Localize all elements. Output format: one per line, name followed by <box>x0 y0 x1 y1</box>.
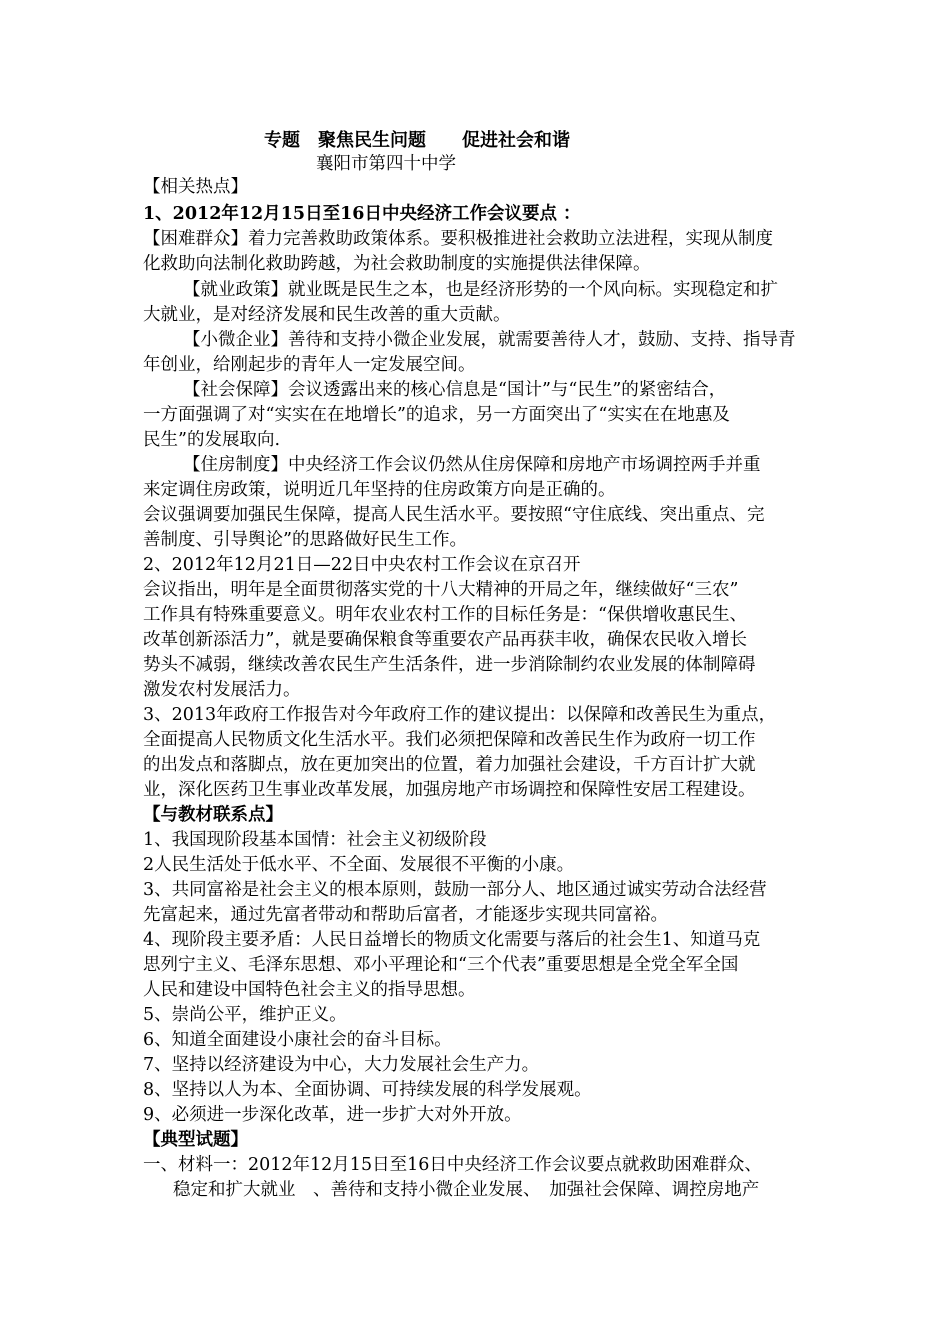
text-line: 【社会保障】会议透露出来的核心信息是“国计”与“民生”的紧密结合， <box>183 380 727 400</box>
text-line: 【小微企业】善待和支持小微企业发展，就需要善待人才，鼓励、支持、指导青 <box>183 330 796 350</box>
school-name: 襄阳市第四十中学 <box>316 154 456 174</box>
document-title: 专题 聚焦民生问题 促进社会和谐 <box>264 130 570 151</box>
text-line: 稳定和扩大就业 、善待和支持小微企业发展、 加强社会保障、调控房地产 <box>173 1180 760 1200</box>
list-item: 3、共同富裕是社会主义的根本原则，鼓励一部分人、地区通过诚实劳动合法经营 <box>143 880 767 900</box>
list-item: 8、坚持以人为本、全面协调、可持续发展的科学发展观。 <box>143 1080 592 1100</box>
section-heading-hotspots: 【相关热点】 <box>143 177 248 197</box>
section-heading-exercises: 【典型试题】 <box>143 1130 248 1150</box>
list-item: 9、必须进一步深化改革，进一步扩大对外开放。 <box>143 1105 522 1125</box>
text-line: 工作具有特殊重要意义。明年农业农村工作的目标任务是：“保供增收惠民生、 <box>143 605 747 625</box>
text-line: 激发农村发展活力。 <box>143 680 301 700</box>
text-line: 先富起来，通过先富者带动和帮助后富者，才能逐步实现共同富裕。 <box>143 905 668 925</box>
text-line: 思列宁主义、毛泽东思想、邓小平理论和“三个代表”重要思想是全党全军全国 <box>143 955 739 975</box>
text-line: 善制度、引导舆论”的思路做好民生工作。 <box>143 530 467 550</box>
text-line: 【困难群众】着力完善救助政策体系。要积极推进社会救助立法进程，实现从制度 <box>143 229 773 249</box>
text-line: 全面提高人民物质文化生活水平。我们必须把保障和改善民生作为政府一切工作 <box>143 730 756 750</box>
section-heading-textbook: 【与教材联系点】 <box>143 805 283 825</box>
text-line: 业，深化医药卫生事业改革发展，加强房地产市场调控和保障性安居工程建设。 <box>143 780 756 800</box>
text-line: 化救助向法制化救助跨越，为社会救助制度的实施提供法律保障。 <box>143 254 651 274</box>
text-line: 来定调住房政策，说明近几年坚持的住房政策方向是正确的。 <box>143 480 616 500</box>
text-line: 会议指出，明年是全面贯彻落实党的十八大精神的开局之年，继续做好“三农” <box>143 580 739 600</box>
text-line: 势头不减弱，继续改善农民生产生活条件，进一步消除制约农业发展的体制障碍 <box>143 655 756 675</box>
text-line: 民生”的发展取向. <box>143 430 281 450</box>
text-line: 年创业，给刚起步的青年人一定发展空间。 <box>143 355 476 375</box>
text-line: 一、材料一：2012年12月15日至16日中央经济工作会议要点就救助困难群众、 <box>143 1155 762 1175</box>
text-line: 【住房制度】中央经济工作会议仍然从住房保障和房地产市场调控两手并重 <box>183 455 761 475</box>
text-line: 的出发点和落脚点，放在更加突出的位置，着力加强社会建设，千方百计扩大就 <box>143 755 756 775</box>
list-item: 4、现阶段主要矛盾：人民日益增长的物质文化需要与落后的社会生1、知道马克 <box>143 930 761 950</box>
list-item: 2人民生活处于低水平、不全面、发展很不平衡的小康。 <box>143 855 575 875</box>
text-line: 一方面强调了对“实实在在地增长”的追求，另一方面突出了“实实在在地惠及 <box>143 405 730 425</box>
hotspot-3-text: 3、2013年政府工作报告对今年政府工作的建议提出：以保障和改善民生为重点， <box>143 705 777 725</box>
text-line: 【就业政策】就业既是民生之本，也是经济形势的一个风向标。实现稳定和扩 <box>183 280 778 300</box>
text-line: 大就业，是对经济发展和民生改善的重大贡献。 <box>143 305 511 325</box>
text-line: 人民和建设中国特色社会主义的指导思想。 <box>143 980 476 1000</box>
hotspot-2-heading: 2、2012年12月21日—22日中央农村工作会议在京召开 <box>143 555 581 575</box>
list-item: 6、知道全面建设小康社会的奋斗目标。 <box>143 1030 452 1050</box>
list-item: 7、坚持以经济建设为中心，大力发展社会生产力。 <box>143 1055 540 1075</box>
text-line: 会议强调要加强民生保障，提高人民生活水平。要按照“守住底线、突出重点、完 <box>143 505 765 525</box>
hotspot-1-heading: 1、2012年12月15日至16日中央经济工作会议要点 ： <box>143 204 581 224</box>
list-item: 1、我国现阶段基本国情：社会主义初级阶段 <box>143 830 487 850</box>
text-line: 改革创新添活力”，就是要确保粮食等重要农产品再获丰收，确保农民收入增长 <box>143 630 747 650</box>
list-item: 5、崇尚公平，维护正义。 <box>143 1005 347 1025</box>
